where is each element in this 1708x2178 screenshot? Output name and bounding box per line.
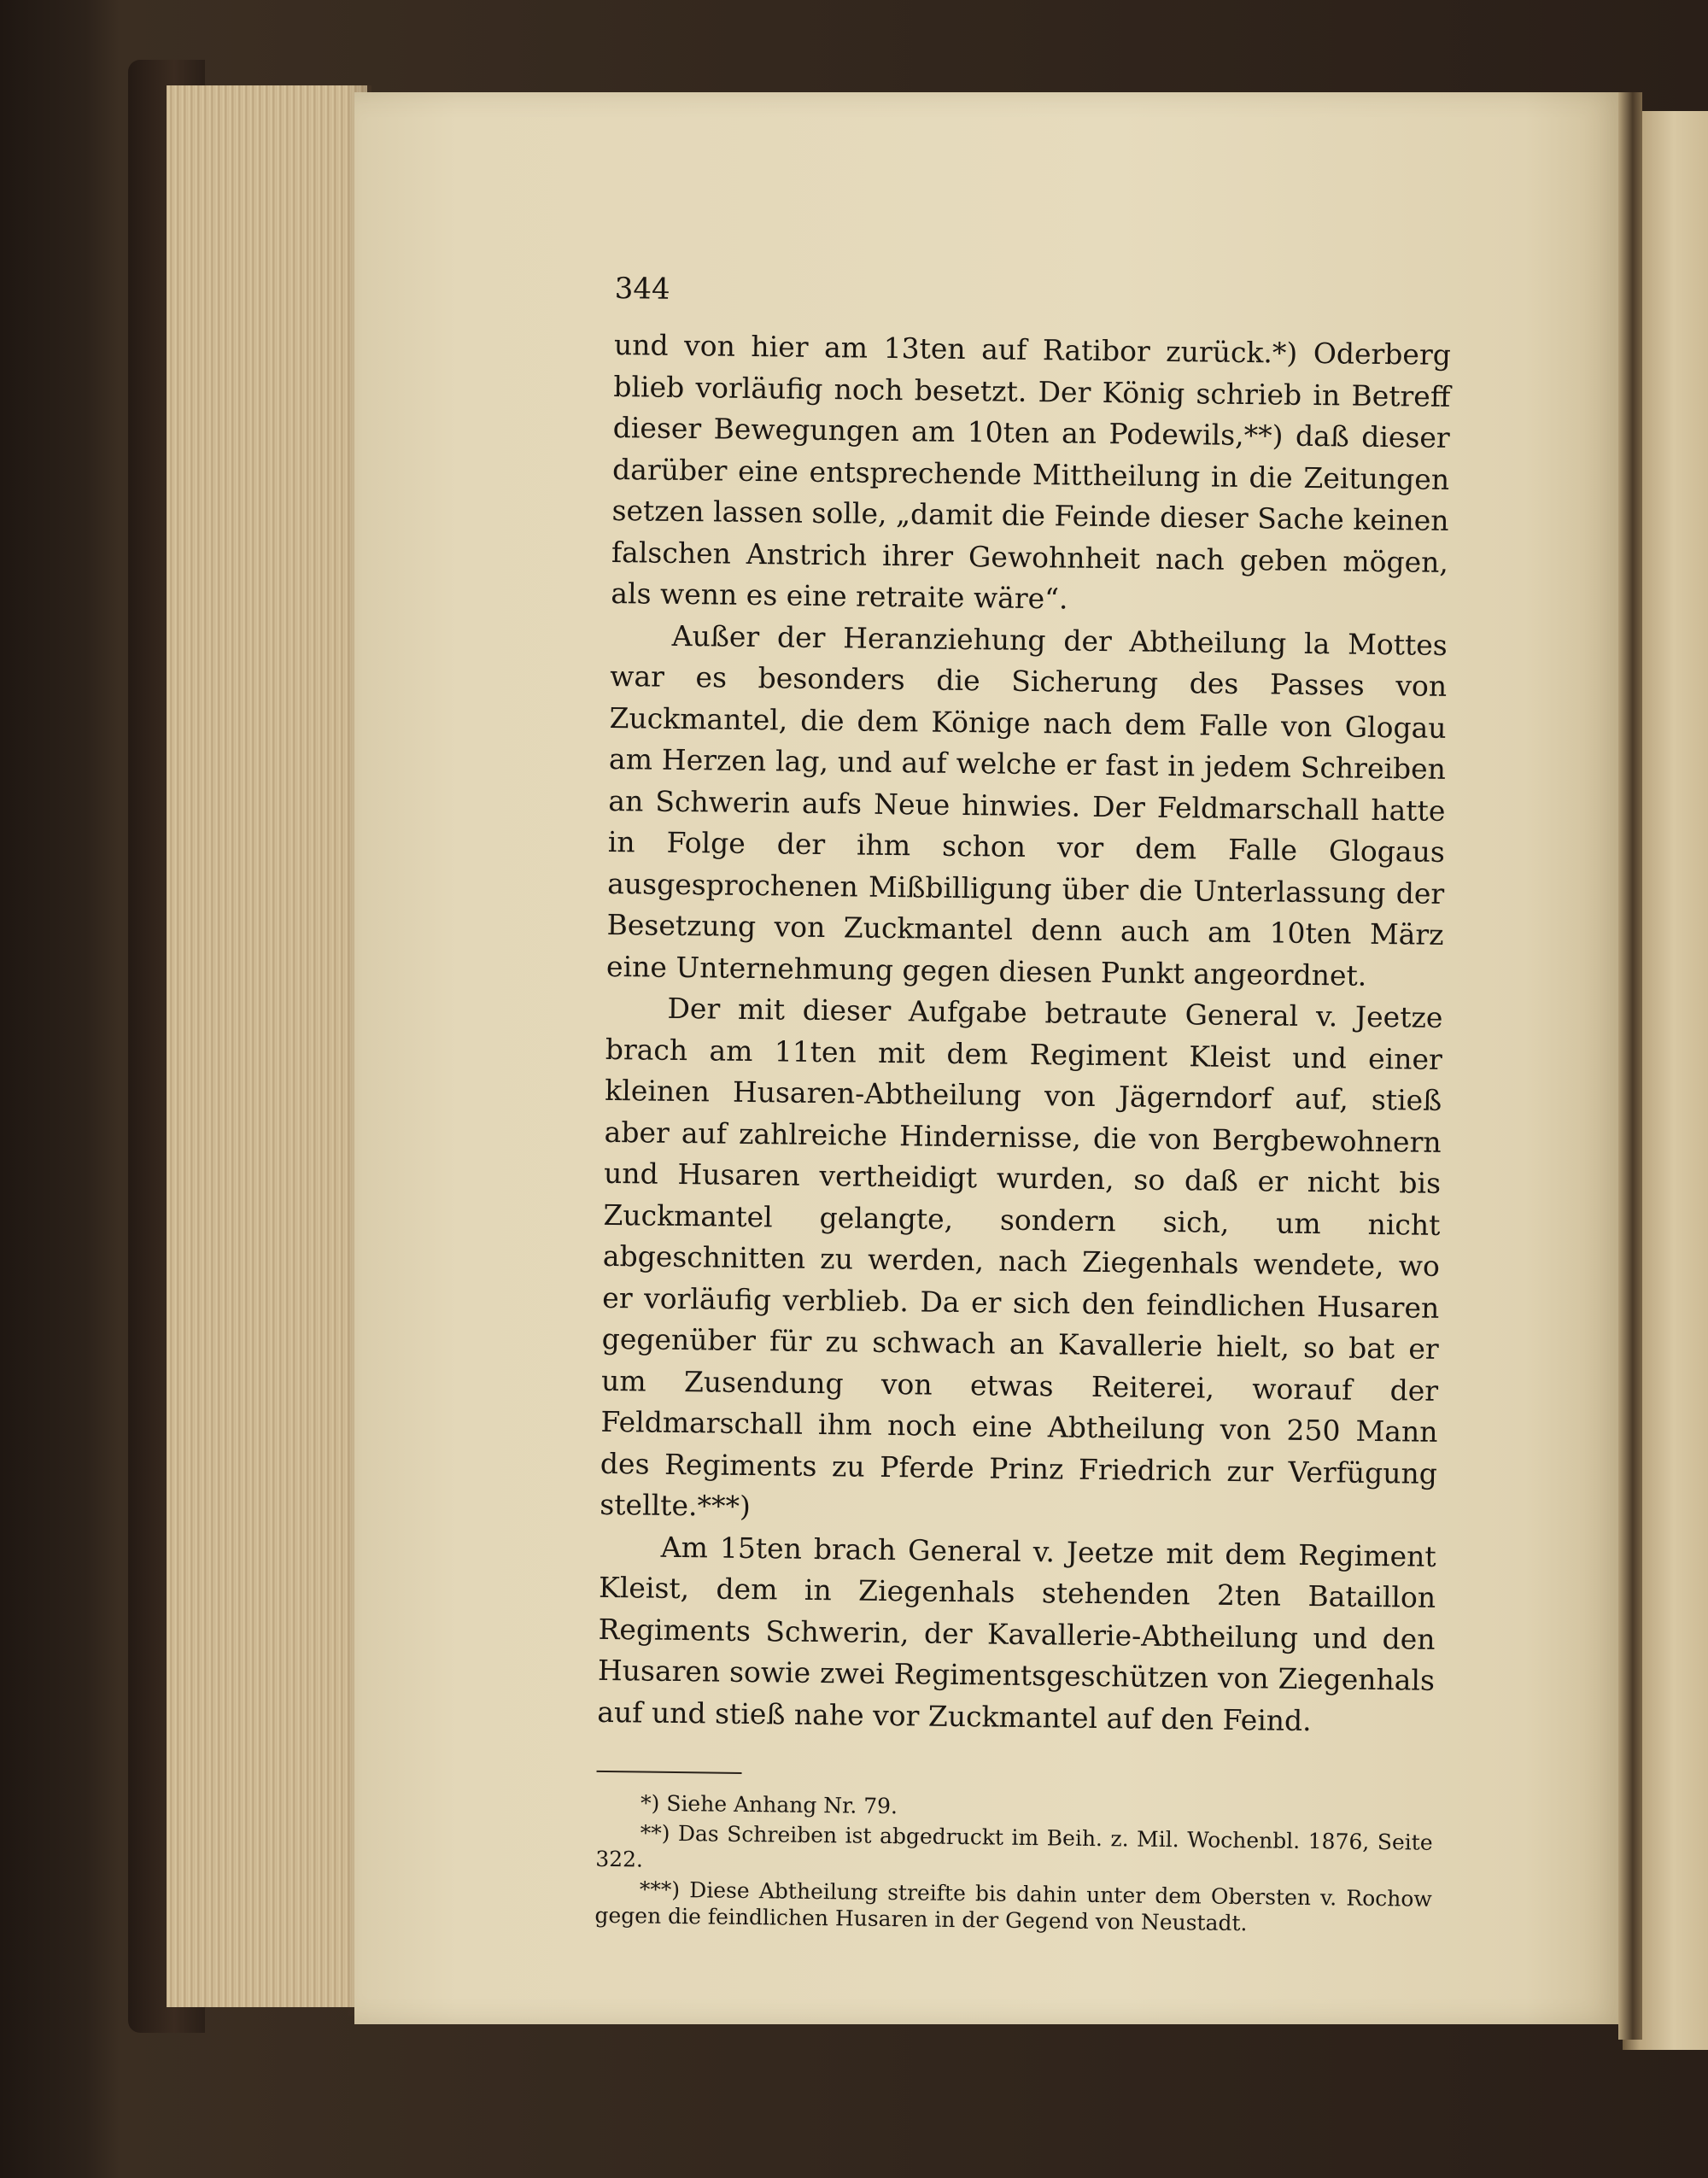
footnote-rule <box>597 1771 742 1774</box>
footnote-3: ***) Diese Abtheilung streifte bis dahin unter dem Obersten v. Rochow gegen die feindlichen Husaren in der Gegend von Neustadt. <box>594 1876 1432 1936</box>
paragraph-3: Der mit dieser Aufgabe betraute General v. Jeetze brach am 11ten mit dem Regiment Kleist und einer kleinen Husaren-Abtheilung von Jägerndorf auf, stieß aber auf zahlreiche Hindernisse, die von Bergbewohnern und Husaren vertheidigt wurden, so daß er nicht bis Zuckmantel gelangte, sondern sich, um nicht abgeschnitten zu werden, nach Ziegenhals wendete, wo er vorläufig verblieb. Da er sich den feindlichen Husaren gegenüber für zu schwach an Kavallerie hielt, so bat er um Zusendung von etwas Reiterei, worauf der Feldmarschall ihm noch eine Abtheilung von 250 Mann des Regiments zu Pferde Prinz Friedrich zur Verfügung stellte.***) <box>600 991 1443 1524</box>
body-text <box>597 325 1451 1743</box>
paragraph-4: Am 15ten brach General v. Jeetze mit dem Regiment Kleist, dem in Ziegenhals stehenden 2ten Bataillon Regiments Schwerin, der Kavallerie-Abtheilung und den Husaren sowie zwei Regimentsgeschützen von Ziegenhals auf und stieß nahe vor Zuckmantel auf den Feind. <box>597 1530 1436 1737</box>
footnotes <box>594 1789 1433 1939</box>
page-block-edges <box>167 85 367 2007</box>
footnote-1: *) Siehe Anhang Nr. 79. <box>640 1790 898 1819</box>
paragraph-1: und von hier am 13ten auf Ratibor zurück.*) Oderberg blieb vorläufig noch besetzt. Der König schrieb in Betreff dieser Bewegungen am 10ten an Podewils,**) daß dieser darüber eine entsprechende Mittheilung in die Zeitungen setzen lassen solle, „damit die Feinde dieser Sache keinen falschen Anstrich ihrer Gewohnheit nach geben mögen, als wenn es eine retraite wäre“. <box>611 327 1452 616</box>
footnote-2: **) Das Schreiben ist abgedruckt im Beih. z. Mil. Wochenbl. 1876, Seite 322. <box>595 1820 1433 1872</box>
page-content <box>594 272 1452 1942</box>
book-page <box>354 92 1627 2024</box>
book-gutter <box>1618 92 1642 2040</box>
page-number: 344 <box>614 272 670 307</box>
paragraph-2: Außer der Heranziehung der Abtheilung la Mottes war es besonders die Sicherung des Passes von Zuckmantel, die dem Könige nach dem Falle von Glogau am Herzen lag, und auf welche er fast in jedem Schreiben an Schwerin aufs Neue hinwies. Der Feldmarschall hatte in Folge der ihm schon vor dem Falle Glogaus ausgesprochenen Mißbilligung über die Unterlassung der Besetzung von Zuckmantel denn auch am 10ten März eine Unternehmung gegen diesen Punkt angeordnet. <box>605 618 1448 992</box>
